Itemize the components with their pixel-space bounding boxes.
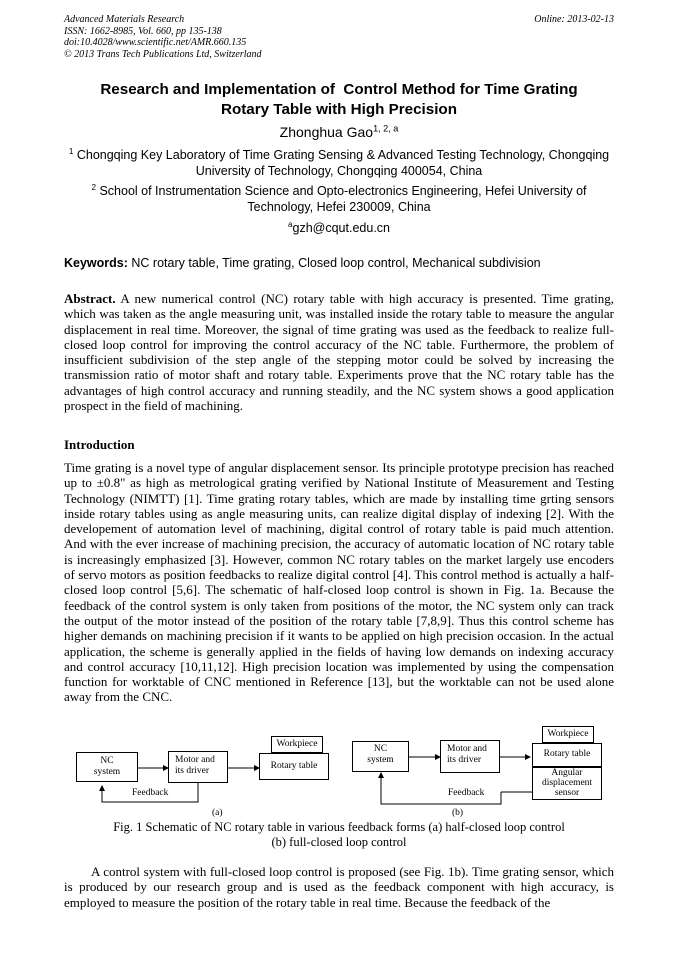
title-line-1: Research and Implementation of Control Method for Time Grating	[100, 81, 578, 98]
journal-header	[64, 14, 262, 60]
body-paragraph-2: A control system with full-closed loop control is proposed (see Fig. 1b). Time grating sensor, which is produced by our research group and is used as the feedback component with high accuracy, is employed to measure the position of the rotary table in real time. Because the feedback of the	[64, 864, 614, 910]
motor-driver-box-a	[168, 751, 228, 783]
affiliation-1-line-2: University of Technology, Chongqing 400054, China	[195, 163, 483, 178]
nc-system-a-line-1: NC	[100, 756, 114, 766]
email-address: gzh@cqut.edu.cn	[292, 221, 390, 235]
motor-b-line-1: Motor and	[447, 744, 487, 754]
rotary-table-box-a: Rotary table	[259, 753, 329, 780]
workpiece-box-b: Workpiece	[542, 726, 594, 743]
feedback-label-b: Feedback	[448, 788, 485, 798]
motor-a-line-1: Motor and	[175, 755, 215, 765]
rotary-table-box-b: Rotary table	[532, 743, 602, 767]
nc-system-box-b	[352, 741, 409, 772]
affiliation-1-number: 1	[68, 146, 74, 156]
affiliation-2-line-2: Technology, Hefei 230009, China	[247, 199, 431, 214]
online-date: Online: 2013-02-13	[534, 14, 614, 25]
author-superscript: 1, 2, a	[373, 123, 399, 134]
author	[64, 124, 614, 140]
motor-driver-box-b	[440, 740, 500, 773]
affiliation-2-line-1: School of Instrumentation Science and Opto-electronics Engineering, Hefei University of	[99, 184, 587, 198]
doi-line: doi:10.4028/www.scientific.net/AMR.660.135	[64, 37, 247, 49]
copyright-line: © 2013 Trans Tech Publications Ltd, Switzerland	[64, 48, 262, 60]
affiliation-1-line-1: Chongqing Key Laboratory of Time Grating Sensing & Advanced Testing Technology, Chongqing	[76, 148, 610, 162]
author-name: Zhonghua Gao	[279, 124, 374, 140]
email-superscript: a	[288, 219, 293, 229]
paper-title	[64, 80, 614, 120]
nc-system-b-line-2: system	[367, 755, 394, 765]
sensor-line-1: Angular	[551, 768, 583, 778]
affiliation-2-number: 2	[91, 182, 96, 192]
angular-sensor-box-b	[532, 767, 602, 800]
affiliation-2	[64, 184, 614, 215]
nc-system-b-line-1: NC	[373, 744, 388, 754]
issn-line: ISSN: 1662-8985, Vol. 660, pp 135-138	[64, 25, 222, 37]
feedback-label-a: Feedback	[132, 788, 169, 798]
abstract	[64, 291, 614, 413]
title-line-2: Rotary Table with High Precision	[220, 101, 457, 118]
abstract-label: Abstract.	[64, 291, 116, 306]
caption-line-2: (b) full-closed loop control	[271, 835, 407, 849]
keywords-label: Keywords:	[64, 256, 128, 270]
caption-line-1: Fig. 1 Schematic of NC rotary table in various feedback forms (a) half-closed loop control	[113, 820, 565, 834]
journal-name: Advanced Materials Research	[64, 14, 185, 25]
keywords-text: NC rotary table, Time grating, Closed loop control, Mechanical subdivision	[131, 256, 541, 270]
nc-system-a-line-2: system	[93, 767, 121, 777]
sensor-line-3: sensor	[554, 788, 580, 798]
keywords	[64, 256, 614, 271]
introduction-heading: Introduction	[64, 437, 135, 452]
workpiece-box-a: Workpiece	[271, 736, 323, 753]
figure-1-caption	[64, 820, 614, 850]
figure-1	[64, 724, 624, 824]
subfigure-label-a: (a)	[212, 808, 223, 818]
subfigure-label-b: (b)	[452, 808, 464, 818]
motor-b-line-2: its driver	[447, 755, 482, 765]
nc-system-box-a	[76, 752, 138, 782]
author-email	[64, 221, 614, 236]
affiliation-1	[64, 148, 614, 179]
introduction-text: Time grating is a novel type of angular displacement sensor. Its principle prototype precision has reached up to ±0.8" as high as metrological grating verified by National Institute of Measurement and Testing Technology (NIMTT) [1]. Time grating rotary tables, which are made by installing time grting sensors inside rotary tables using as angle measuring units, can realize digital display of indexing [2]. With the developement of automation level of machining, digital control of rotary table is paid much attention. And with the ever increase of machining precision, the accuracy of automatic location of NC rotary table is increasingly emphasized [3]. However, common NC rotary tables on the market largely use encoders of servo motors as position feedbacks to realize digital control [4]. This control method is actually a half-closed loop control [5,6]. The schematic of half-closed loop control is shown in Fig. 1a. Because the feedback of the control system is only taken from positions of the motor, the NC system only can track the output of the motor instead of the position of the rotary table [7,8,9]. Thus this control scheme has higher demands on machining precision if it wants to be applied on high precision occasion. In the actual application, the scheme is generally applied in the fields of having low demands on indexing accuracy and control accuracy [10,11,12]. High precision location was implemented by using the compensation function for worktable of CNC mentioned in Reference [13], but the worktable can not be used alone away from the CNC.	[64, 460, 614, 705]
motor-a-line-2: its driver	[175, 766, 210, 776]
abstract-text: A new numerical control (NC) rotary table with high accuracy is presented. Time grating, which was taken as the angle measuring unit, was installed inside the rotary table to measure the angular displacement in real time. Moreover, the signal of time grating was used as the feedback to realize full-closed loop control for improving the control accuracy of the NC table. Furthermore, the problem of insufficient subdivision of the step angle of the stepping motor could be solved by increasing the transmission ratio of motor shaft and rotary table. Experiments prove that the NC rotary table has the advantages of high control accuracy and running steadily, and the NC system shows a good application prospect in the field of machining.	[64, 291, 614, 414]
sensor-line-2: displacement	[541, 778, 593, 788]
